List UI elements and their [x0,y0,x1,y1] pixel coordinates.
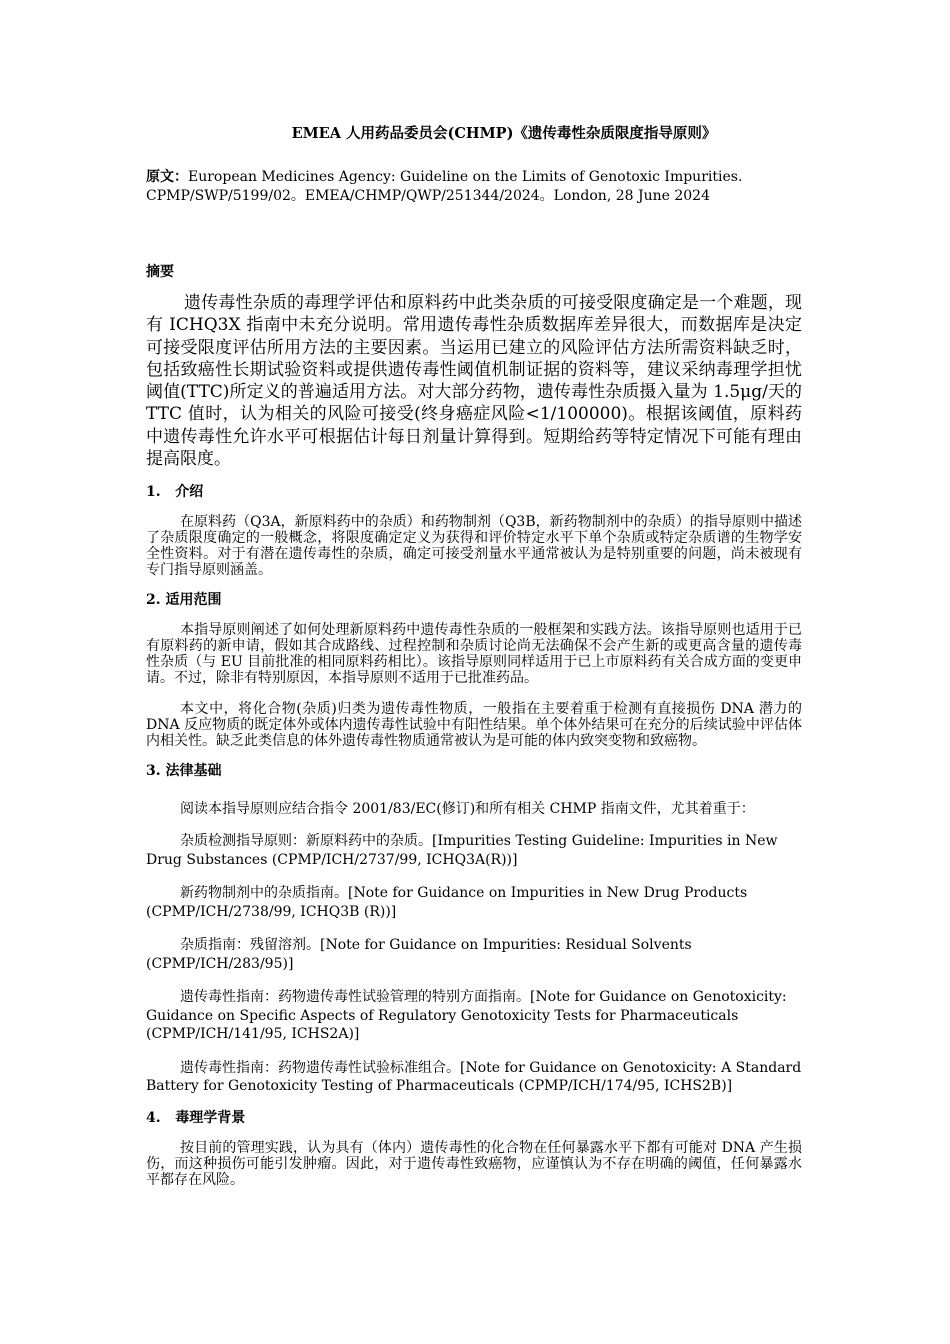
section-2-paragraph-1: 本指导原则阐述了如何处理新原料药中遗传毒性杂质的一般框架和实践方法。该指导原则也适用于已有原料药的新申请，假如其合成路线、过程控制和杂质讨论尚无法确保不会产生新的或更高含量的遗传毒性杂质（与 EU 目前批准的相同原料药相比）。该指导原则同样适用于已上市原料药有关合成方面的变更申请。不过，除非有特别原因，本指导原则不适用于已批准药品。 [146,622,802,687]
section-3-heading: 3. 法律基础 [146,763,222,780]
section-1-heading: 1. 介绍 [146,484,204,501]
reference-item: 遗传毒性指南：药物遗传毒性试验标准组合。[Note for Guidance on Genotoxicity: A Standard Battery for Genotoxicity Testing of Pharmaceuticals (CPMP/ICH/174/95, ICHS2B)] [146,1059,802,1095]
reference-item: 杂质检测指导原则：新原料药中的杂质。[Impurities Testing Guideline: Impurities in New Drug Substances (CPMP/ICH/2737/99, ICHQ3A(R))] [146,833,778,868]
source-citation [146,168,802,206]
abstract-heading: 摘要 [146,264,174,280]
reference-item: 杂质指南：残留溶剂。[Note for Guidance on Impurities: Residual Solvents (CPMP/ICH/283/95)] [146,937,692,972]
reference-item: 遗传毒性指南：药物遗传毒性试验管理的特别方面指南。[Note for Guidance on Genotoxicity: Guidance on Specific Aspects of Regulatory Genotoxicity Tests for Pharmaceuticals (CPMP/ICH/141/95, ICHS2A)] [146,989,787,1043]
section-3-paragraph: 阅读本指导原则应结合指令 2001/83/EC(修订)和所有相关 CHMP 指南文件，尤其着重于： [180,801,755,818]
section-1-paragraph: 在原料药（Q3A，新原料药中的杂质）和药物制剂（Q3B，新药物制剂中的杂质）的指导原则中描述了杂质限度确定的一般概念，将限度确定定义为获得和评价特定水平下单个杂质或特定杂质谱的生物学安全性资料。对于有潜在遗传毒性的杂质，确定可接受剂量水平通常被认为是特别重要的问题，尚未被现有专门指导原则涵盖。 [146,514,802,579]
document-title: EMEA 人用药品委员会(CHMP)《遗传毒性杂质限度指导原则》 [291,125,717,142]
reference-item: 新药物制剂中的杂质指南。[Note for Guidance on Impurities in New Drug Products (CPMP/ICH/2738/99, ICHQ3B (R))] [146,885,748,920]
section-2-heading: 2. 适用范围 [146,592,222,609]
section-4-heading: 4. 毒理学背景 [146,1109,246,1126]
abstract-body: 遗传毒性杂质的毒理学评估和原料药中此类杂质的可接受限度确定是一个难题，现有 ICHQ3X 指南中未充分说明。常用遗传毒性杂质数据库差异很大，而数据库是决定可接受限度评估所用方法的主要因素。当运用已建立的风险评估方法所需资料缺乏时，包括致癌性长期试验资料或提供遗传毒性阈值机制证据的资料等，建议采纳毒理学担忧阈值(TTC)所定义的普遍适用方法。对大部分药物，遗传毒性杂质摄入量为 1.5μg/天的 TTC 值时，认为相关的风险可接受(终身癌症风险<1/100000)。根据该阈值，原料药中遗传毒性允许水平可根据估计每日剂量计算得到。短期给药等特定情况下可能有理由提高限度。 [146,293,802,470]
section-4-paragraph: 按目前的管理实践，认为具有（体内）遗传毒性的化合物在任何暴露水平下都有可能对 DNA 产生损伤，而这种损伤可能引发肿瘤。因此，对于遗传毒性致癌物，应谨慎认为不存在明确的阈值，任何暴露水平都存在风险。 [146,1139,802,1188]
document-page [146,118,802,1188]
section-2-paragraph-2: 本文中，将化合物(杂质)归类为遗传毒性物质，一般指在主要着重于检测有直接损伤 DNA 潜力的 DNA 反应物质的既定体外或体内遗传毒性试验中有阳性结果。单个体外结果可在充分的后续试验中评估体内相关性。缺乏此类信息的体外遗传毒性物质通常被认为是可能的体内致突变物和致癌物。 [146,701,802,750]
source-text: European Medicines Agency: Guideline on the Limits of Genotoxic Impurities. CPMP/SWP/5199/02。EMEA/CHMP/QWP/251344/2024。London, 28 June 2024 [146,169,743,204]
source-label: 原文： [146,169,188,185]
